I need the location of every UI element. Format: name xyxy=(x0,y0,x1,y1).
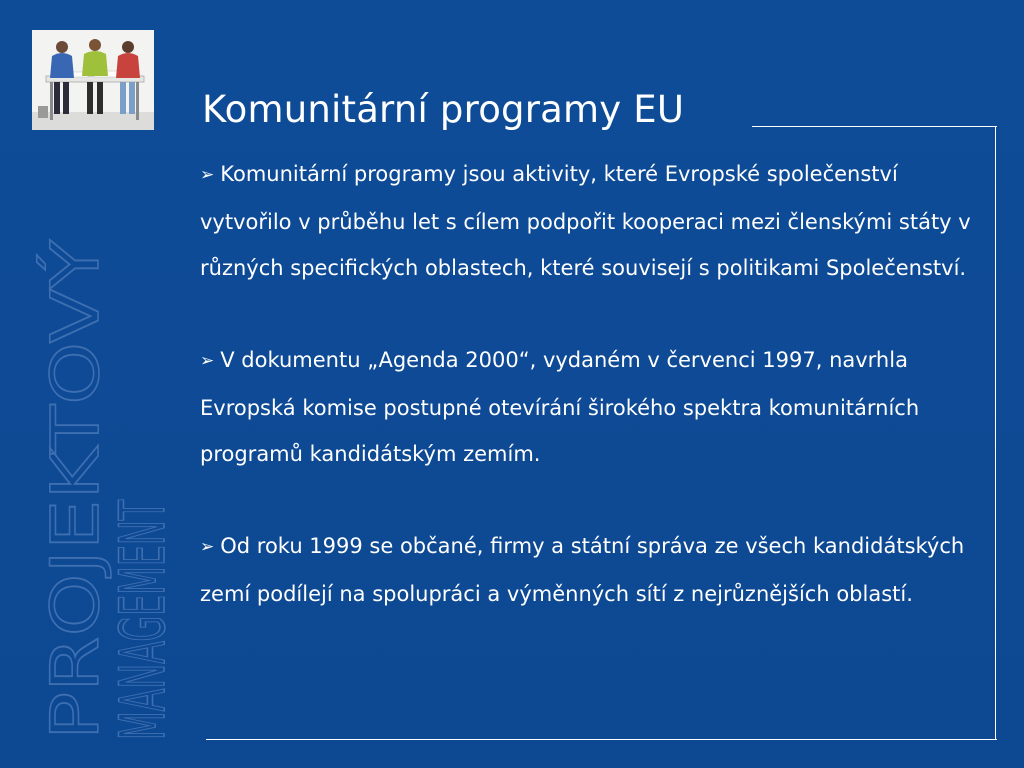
watermark xyxy=(18,230,179,750)
team-photo-illustration xyxy=(32,30,154,130)
arrowhead-bullet-icon: ➢ xyxy=(200,165,215,185)
watermark-line-2: MANAGEMENT xyxy=(106,292,179,740)
watermark-graphic xyxy=(18,230,179,750)
frame-bottom-line xyxy=(206,739,997,740)
paragraph-3 xyxy=(200,523,985,617)
team-photo xyxy=(32,30,154,130)
paragraph-2-text: V dokumentu „Agenda 2000“, vydaném v červenci 1997, navrhla Evropská komise postupné otevírání širokého spektra komunitárních programů kandidátským zemím. xyxy=(200,348,920,466)
paragraph-2 xyxy=(200,337,985,477)
arrowhead-bullet-icon: ➢ xyxy=(200,351,215,371)
paragraph-1-text: Komunitární programy jsou aktivity, které Evropské společenství vytvořilo v průběhu let s cílem podpořit kooperaci mezi členskými státy v různých specifických oblastech, které souvisejí s politikami Společenství. xyxy=(200,162,971,280)
watermark-line-1: PROJEKTOVÝ xyxy=(37,326,114,740)
slide-title: Komunitární programy EU xyxy=(202,88,685,131)
content-body xyxy=(200,151,985,617)
frame-top-line xyxy=(752,126,997,127)
paragraph-3-text: Od roku 1999 se občané, firmy a státní správa ze všech kandidátských zemí podílejí na spolupráci a výměnných sítí z nejrůznějších oblastí. xyxy=(200,534,965,606)
paragraph-1 xyxy=(200,151,985,291)
frame-right-line xyxy=(995,126,996,740)
arrowhead-bullet-icon: ➢ xyxy=(200,537,215,557)
